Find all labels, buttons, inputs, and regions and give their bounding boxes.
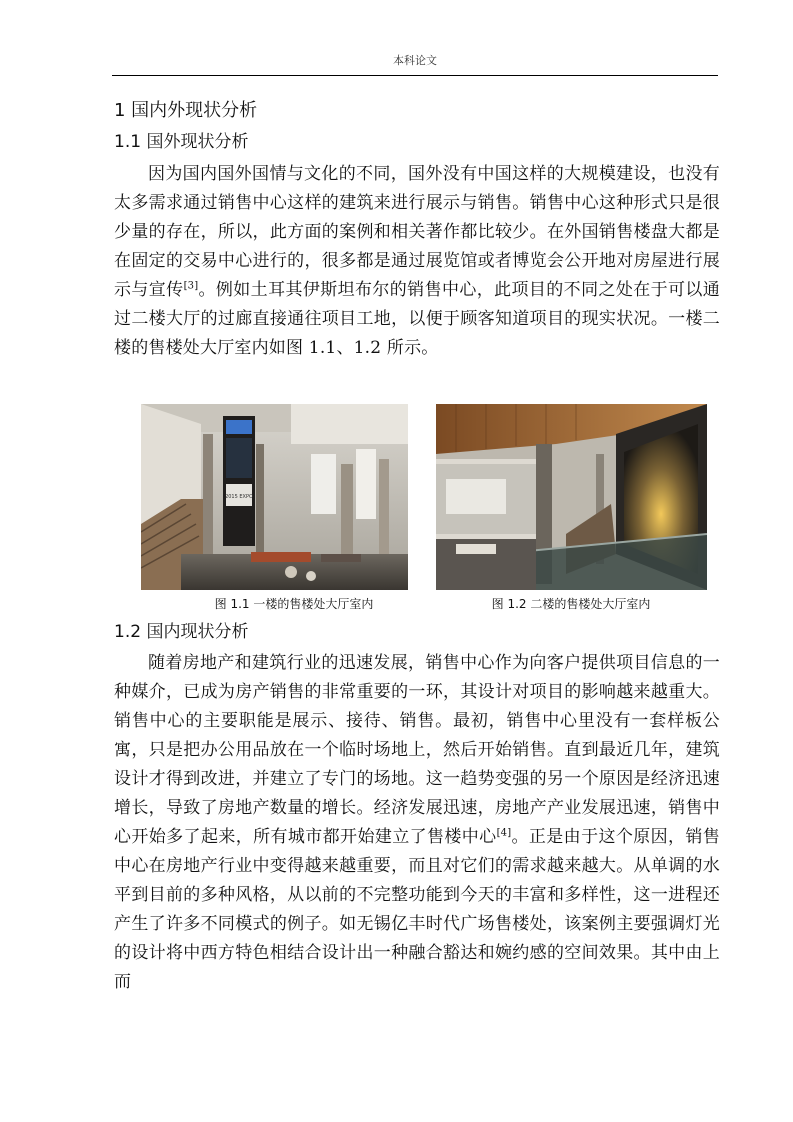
figure-1-2-image <box>436 404 707 590</box>
paragraph-text: 因为国内国外国情与文化的不同，国外没有中国这样的大规模建设，也没有太多需求通过销售中心这样的建筑来进行展示与销售。销售中心这种形式只是很少量的存在，所以，此方面的案例和相关著作都比较少。在外国销售楼盘大都是在固定的交易中心进行的，很多都是通过展览馆或者博览会公开地对房屋进行展示与宣传 <box>114 164 720 300</box>
lobby-first-floor-photo <box>141 404 408 590</box>
citation-ref: [4] <box>496 827 512 839</box>
section-1-2-heading: 1.2 国内现状分析 <box>114 622 249 642</box>
section-1-1-heading: 1.1 国外现状分析 <box>114 132 249 152</box>
section-1-2-paragraph <box>114 649 720 997</box>
banner-text: 2015 EXPO <box>225 494 253 500</box>
section-1-1-paragraph <box>114 160 720 363</box>
citation-ref: [3] <box>183 280 199 292</box>
figure-1-2-caption: 图 1.2 二楼的售楼处大厅室内 <box>491 597 651 611</box>
paragraph-text: 。正是由于这个原因，销售中心在房地产行业中变得越来越重要，而且对它们的需求越来越大。从单调的水平到目前的多种风格，从以前的不完整功能到今天的丰富和多样性，这一进程还产生了许多不同模式的例子。如无锡亿丰时代广场售楼处，该案例主要强调灯光的设计将中西方特色相结合设计出一种融合豁达和婉约感的空间效果。其中由上而 <box>114 827 720 992</box>
figure-1-1-caption: 图 1.1 一楼的售楼处大厅室内 <box>214 597 374 611</box>
header-title: 本科论文 <box>393 54 437 67</box>
section-1-heading: 1 国内外现状分析 <box>114 100 258 121</box>
page-header <box>112 53 718 76</box>
paragraph-text: 。例如土耳其伊斯坦布尔的销售中心，此项目的不同之处在于可以通过二楼大厅的过廊直接通往项目工地，以便于顾客知道项目的现实状况。一楼二楼的售楼处大厅室内如图 1.1、1.2 所示。 <box>114 280 720 358</box>
lobby-second-floor-photo <box>436 404 707 590</box>
paragraph-text: 随着房地产和建筑行业的迅速发展，销售中心作为向客户提供项目信息的一种媒介，已成为房产销售的非常重要的一环，其设计对项目的影响越来越重大。销售中心的主要职能是展示、接待、销售。最初，销售中心里没有一套样板公寓，只是把办公用品放在一个临时场地上，然后开始销售。直到最近几年，建筑设计才得到改进，并建立了专门的场地。这一趋势变强的另一个原因是经济迅速增长，导致了房地产数量的增长。经济发展迅速，房地产产业发展迅速，销售中心开始多了起来，所有城市都开始建立了售楼中心 <box>114 653 720 847</box>
figure-1-1-image <box>141 404 408 590</box>
